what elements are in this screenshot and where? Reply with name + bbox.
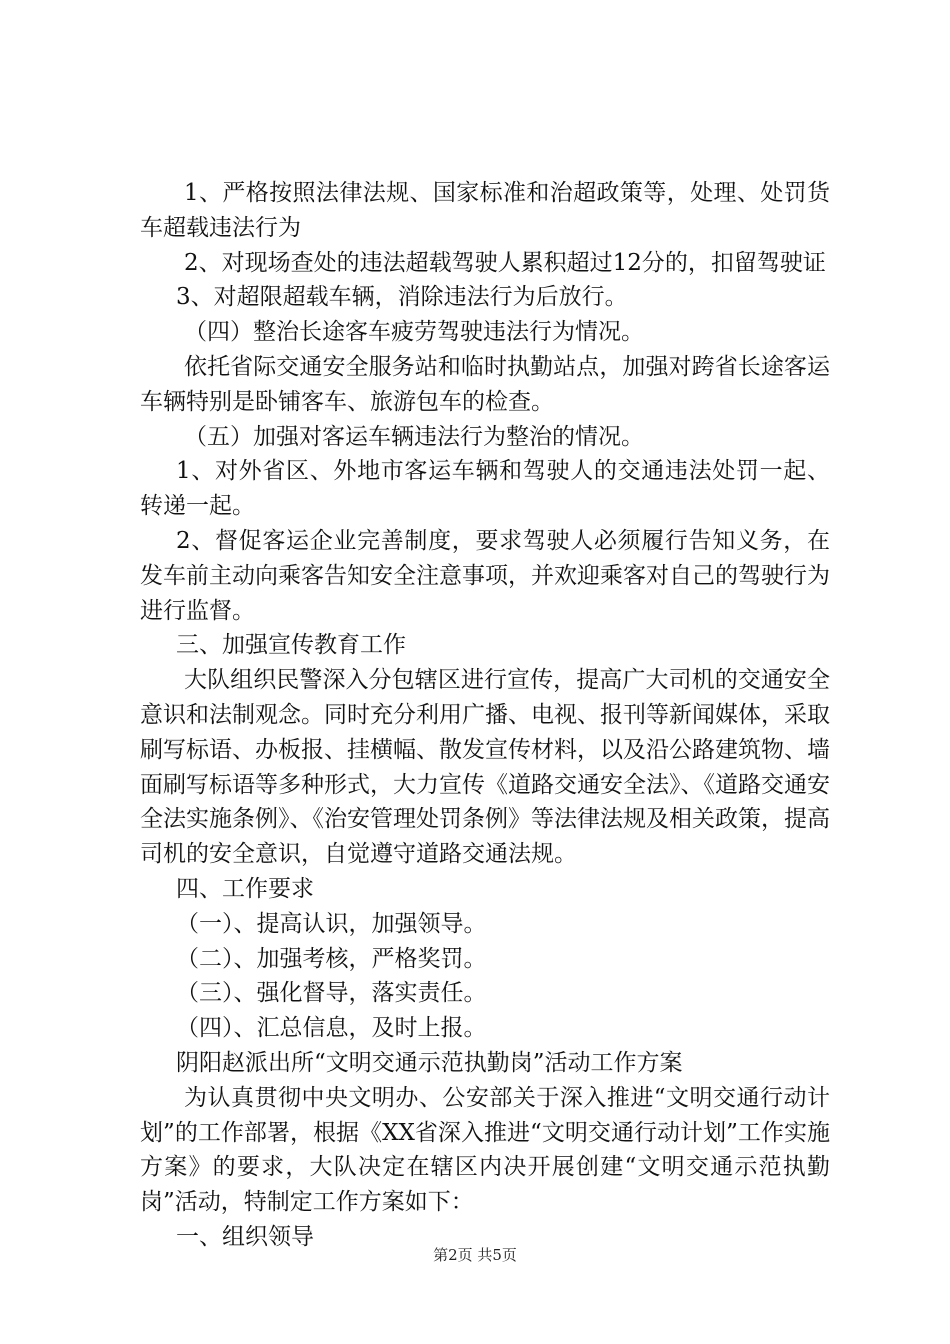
paragraph-plan-introduction: 为认真贯彻中央文明办、公安部关于深入推进“文明交通行动计划”的工作部署，根据《XX省深入推进“文明交通行动计划”工作实施方案》的要求，大队决定在辖区内决开展创建“文明交通示范执勤岗”活动，特制定工作方案如下： — [140, 1084, 830, 1216]
paragraph-item-1-out-of-province: 1、对外省区、外地市客运车辆和驾驶人的交通违法处罚一起、转递一起。 — [140, 458, 830, 520]
paragraph-item-2-enterprise-system: 2、督促客运企业完善制度，要求驾驶人必须履行告知义务，在发车前主动向乘客告知安全注意事项，并欢迎乘客对自己的驾驶行为进行监督。 — [140, 527, 830, 624]
page-number-footer: 第2页 共5页 — [433, 1246, 517, 1264]
section-heading-publicity: 三、加强宣传教育工作 — [176, 632, 406, 659]
requirement-item-4: （四）、汇总信息，及时上报。 — [176, 1015, 487, 1042]
requirement-item-2: （二）、加强考核，严格奖罚。 — [176, 945, 487, 972]
section-heading-requirements: 四、工作要求 — [176, 875, 314, 902]
paragraph-item-2-license: 2、对现场查处的违法超载驾驶人累积超过12分的，扣留驾驶证 — [184, 249, 826, 276]
paragraph-service-stations: 依托省际交通安全服务站和临时执勤站点，加强对跨省长途客运车辆特别是卧铺客车、旅游包车的检查。 — [140, 353, 830, 415]
section-heading-fatigue-driving: （四）整治长途客车疲劳驾驶违法行为情况。 — [184, 319, 644, 346]
section-heading-organization: 一、组织领导 — [176, 1223, 314, 1250]
paragraph-publicity-details: 大队组织民警深入分包辖区进行宣传，提高广大司机的交通安全意识和法制观念。同时充分利用广播、电视、报刊等新闻媒体，采取刷写标语、办板报、挂横幅、散发宣传材料，以及沿公路建筑物、墙面刷写标语等多种形式，大力宣传《道路交通安全法》、《道路交通安全法实施条例》、《治安管理处罚条例》等法律法规及相关政策，提高司机的安全意识，自觉遵守道路交通法规。 — [140, 667, 830, 868]
plan-title: 阴阳赵派出所“文明交通示范执勤岗”活动工作方案 — [176, 1049, 683, 1076]
paragraph-item-3-release: 3、对超限超载车辆，消除违法行为后放行。 — [176, 284, 628, 311]
requirement-item-3: （三）、强化督导，落实责任。 — [176, 980, 487, 1007]
section-heading-passenger-vehicles: （五）加强对客运车辆违法行为整治的情况。 — [184, 423, 644, 450]
requirement-item-1: （一）、提高认识，加强领导。 — [176, 910, 487, 937]
document-body — [140, 176, 830, 1255]
paragraph-item-1-penalty: 1、严格按照法律法规、国家标准和治超政策等，处理、处罚货车超载违法行为 — [140, 180, 830, 241]
